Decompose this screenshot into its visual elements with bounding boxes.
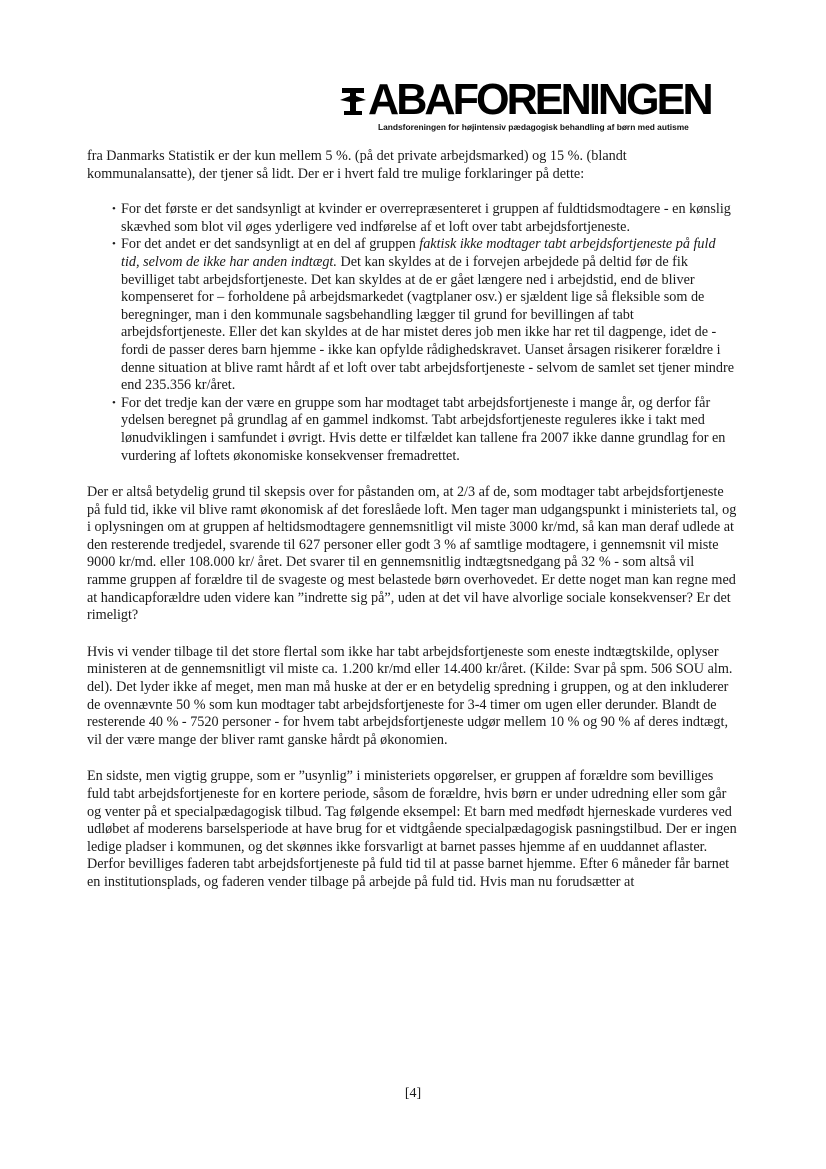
logo-wordmark: ABAFORENINGEN <box>368 75 711 124</box>
list-item-text: Det kan skyldes at de i forvejen arbejdede på deltid før de fik bevilliget tabt arbejdsfortjeneste. Det kan skyldes at de er gået længere ned i arbejdstid, end de bliver kompenseret for – forholdene på arbejdsmarkedet (vagtplaner osv.) er sjældent lige så fleksible som de beregninger, man i den kommunale sagsbehandling lægger til grund for bevillingen af tabt arbejdsfortjeneste. Eller det kan skyldes at de har mistet deres job men ikke har ret til dagpenge, idet de - fordi de passer deres barn hjemme - ikke kan opfylde rådighedskravet. Uanset årsagen risikerer forældre i denne situation at blive ramt hårdt af et loft over tabt arbejdsfortjeneste - selvom de samlet set tjener mindre end 235.356 kr/året. <box>121 253 735 394</box>
explanations-list <box>87 201 737 465</box>
bullet-icon: • <box>112 238 116 251</box>
list-item-text: For det tredje kan der være en gruppe som har modtaget tabt arbejdsfortjeneste i mange år, og derfor får ydelsen beregnet på grundlag af en gammel indkomst. Tabt arbejdsfortjeneste reguleres ikke i takt med lønudviklingen i samfundet i øvrigt. Hvis dette er tilfældet kan tallene fra 2007 ikke danne grundlag for en vurdering af loftets økonomiske konsekvenser fremadrettet. <box>121 394 726 464</box>
bullet-icon: • <box>112 203 116 216</box>
list-item-text: For det første er det sandsynligt at kvinder er overrepræsenteret i gruppen af fuldtidsmodtagere - en kønslig skævhed som blot vil øges yderligere ved indførelse af et loft over tabt arbejdsfortjeneste. <box>121 201 731 235</box>
bullet-icon: • <box>112 396 116 409</box>
abaforeningen-logo <box>340 75 740 140</box>
intro-paragraph: fra Danmarks Statistik er der kun mellem 5 %. (på det private arbejdsmarked) og 15 %. (blandt kommunalansatte), der tjener så lidt. Der er i hvert fald tre mulige forklaringer på dette: <box>87 148 627 182</box>
logo-figure-icon <box>340 86 366 116</box>
list-item <box>87 395 737 465</box>
list-item <box>87 236 737 394</box>
paragraph: Hvis vi vender tilbage til det store flertal som ikke har tabt arbejdsfortjeneste som eneste indtægtskilde, oplyser ministeren at de gennemsnitligt vil miste ca. 1.200 kr/md eller 14.400 kr/året. (Kilde: Svar på spm. 506 SOU alm. del). Det lyder ikke af meget, men man må huske at der er en betydelig spredning i gruppen, og at den inkluderer de ovennævnte 50 % som kun modtager tabt arbejdsfortjeneste for 3-4 timer om ugen eller derunder. Blandt de resterende 40 % - 7520 personer - for hvem tabt arbejdsfortjeneste udgør mellem 10 % og 90 % af deres indtægt, vil der være mange der bliver ramt ganske hårdt på økonomien. <box>87 643 733 748</box>
list-item <box>87 201 737 236</box>
logo-tagline: Landsforeningen for højintensiv pædagogisk behandling af børn med autisme <box>378 122 689 132</box>
list-item-emphasis: faktisk ikke modtager tabt arbejdsfortjeneste på fuld tid, selvom de ikke har anden indtægt. <box>121 236 716 270</box>
paragraph: En sidste, men vigtig gruppe, som er ”usynlig” i ministeriets opgørelser, er gruppen af forældre som bevilliges fuld tabt arbejdsfortjeneste for en kortere periode, såsom de forældre, hvis børn er under udredning eller som går og venter på et specialpædagogisk tilbud. Tag følgende eksempel: Et barn med medfødt hjerneskade vurderes ved udløbet af moderens barselsperiode at have brug for et vidtgående specialpædagogisk pasningstilbud. Der er ingen ledige pladser i kommunen, og det skønnes ikke forsvarligt at barnet passes hjemme af en uuddannet aflaster. Derfor bevilliges faderen tabt arbejdsfortjeneste på fuld tid til at passe barnet hjemme. Efter 6 måneder får barnet en institutionsplads, og faderen vender tilbage på arbejde på fuld tid. Hvis man nu forudsætter at <box>87 768 737 890</box>
list-item-text: For det andet er det sandsynligt at en del af gruppen <box>121 236 420 253</box>
main-text <box>87 148 737 892</box>
page-number: [4] <box>404 1086 422 1101</box>
paragraph: Der er altså betydelig grund til skepsis over for påstanden om, at 2/3 af de, som modtager tabt arbejdsfortjeneste på fuld tid, ikke vil blive ramt økonomisk af det foreslåede loft. Men tager man udgangspunkt i ministeriets tal, og i oplysningen om at gruppen af heltidsmodtagere gennemsnitligt vil miste 3000 kr/md, så kan man deraf udlede at den resterende tredjedel, svarende til 627 personer eller godt 3 % af samtlige modtagere, i gennemsnit vil miste 9000 kr/md. eller 108.000 kr/ året. Det svarer til en gennemsnitlig indtægtsnedgang på 32 % - som altså vil ramme gruppen af forældre til de svageste og mest belastede børn overhovedet. Er dette noget man kan regne med at handicapforældre uden videre kan ”indrette sig på”, uden at det vil have alvorlige sociale konsekvenser? Er det rimeligt? <box>87 484 737 624</box>
